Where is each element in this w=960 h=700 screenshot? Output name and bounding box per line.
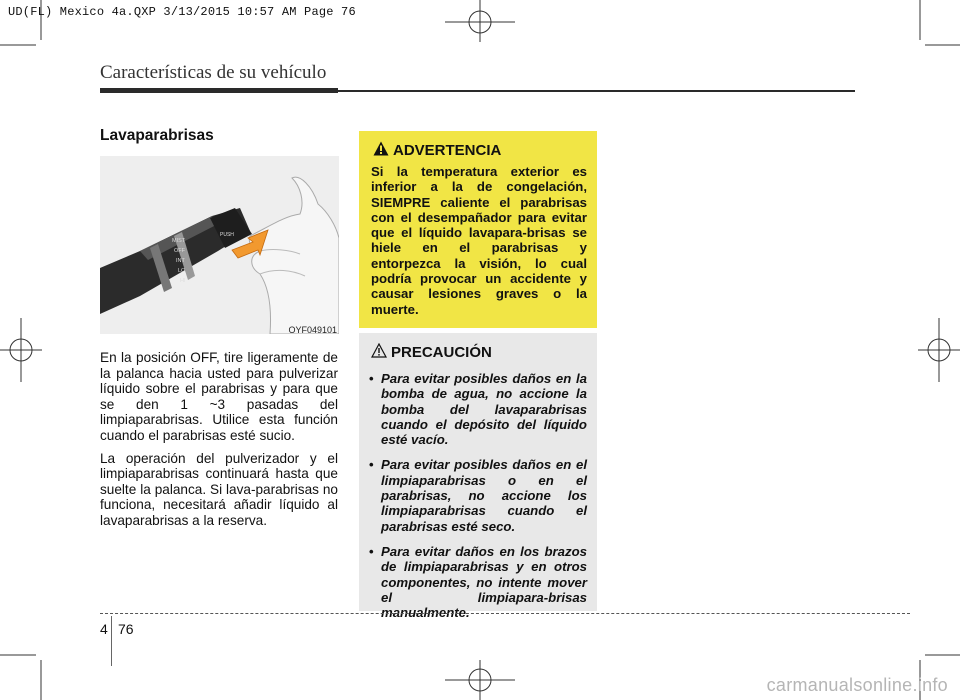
stalk-label-int: INT [176, 258, 185, 264]
chapter-number: 4 [100, 621, 108, 637]
title-rule-thick [100, 88, 338, 93]
stalk-label-off: OFF [174, 248, 185, 254]
wiper-lever-figure [100, 156, 339, 334]
page-heading: Lavaparabrisas [100, 127, 214, 144]
caution-item: • Para evitar posibles daños en la bomba de agua, no accione la bomba del lavaparabrisas cuando el depósito del líquido esté vacío. [369, 371, 587, 447]
stalk-label-lo: LO [178, 268, 186, 274]
footer-rule [100, 613, 910, 614]
warning-triangle-icon [373, 141, 389, 156]
print-header: UD(FL) Mexico 4a.QXP 3/13/2015 10:57 AM Page 76 [8, 5, 356, 19]
caution-triangle-icon [371, 343, 387, 358]
section-title: Características de su vehículo [100, 62, 327, 83]
body-paragraph: En la posición OFF, tire ligeramente de la palanca hacia usted para pulverizar líquido sobre el parabrisas y para que se den 1 ~3 pasadas del limpiaparabrisas. Utilice esta función cuando el parabrisas esté sucio. [100, 350, 338, 443]
caution-list [369, 371, 587, 620]
stalk-label-mist: MIST [172, 238, 186, 244]
page-number: 76 [118, 621, 134, 637]
figure-caption: OYF049101 [288, 325, 337, 335]
body-text [100, 350, 338, 536]
stalk-label-hi: HI [180, 278, 186, 284]
warning-text: Si la temperatura exterior es inferior a la de congelación, SIEMPRE caliente el parabrisas con el desempañador para evitar que el líquido lavapara-brisas se hiele en el parabrisas y entorpezca la visión, lo cual podría provocar un accidente y causar lesiones graves o la muerte. [371, 164, 587, 317]
caution-item: • Para evitar posibles daños en el limpiaparabrisas o en el parabrisas, no accione los limpiaparabrisas cuando el parabrisas esté seco. [369, 457, 587, 533]
caution-item: • Para evitar daños en los brazos de limpiaparabrisas y en otros componentes, no intente mover el limpiapara-brisas manualmente. [369, 544, 587, 620]
push-button-label: PUSH [220, 232, 234, 238]
page-number-divider [111, 616, 112, 666]
caution-box [359, 333, 597, 621]
warning-title: ADVERTENCIA [393, 142, 502, 159]
wiper-stalk-illustration [100, 156, 339, 334]
body-paragraph: La operación del pulverizador y el limpiaparabrisas continuará hasta que suelte la palanca. Si lava-parabrisas no funciona, necesitará añadir líquido al lavaparabrisas a la reserva. [100, 450, 338, 528]
title-rule-thin [338, 90, 855, 92]
warning-box [359, 131, 597, 328]
watermark-link[interactable]: carmanualsonline.info [766, 675, 948, 695]
caution-title: PRECAUCIÓN [391, 344, 492, 361]
